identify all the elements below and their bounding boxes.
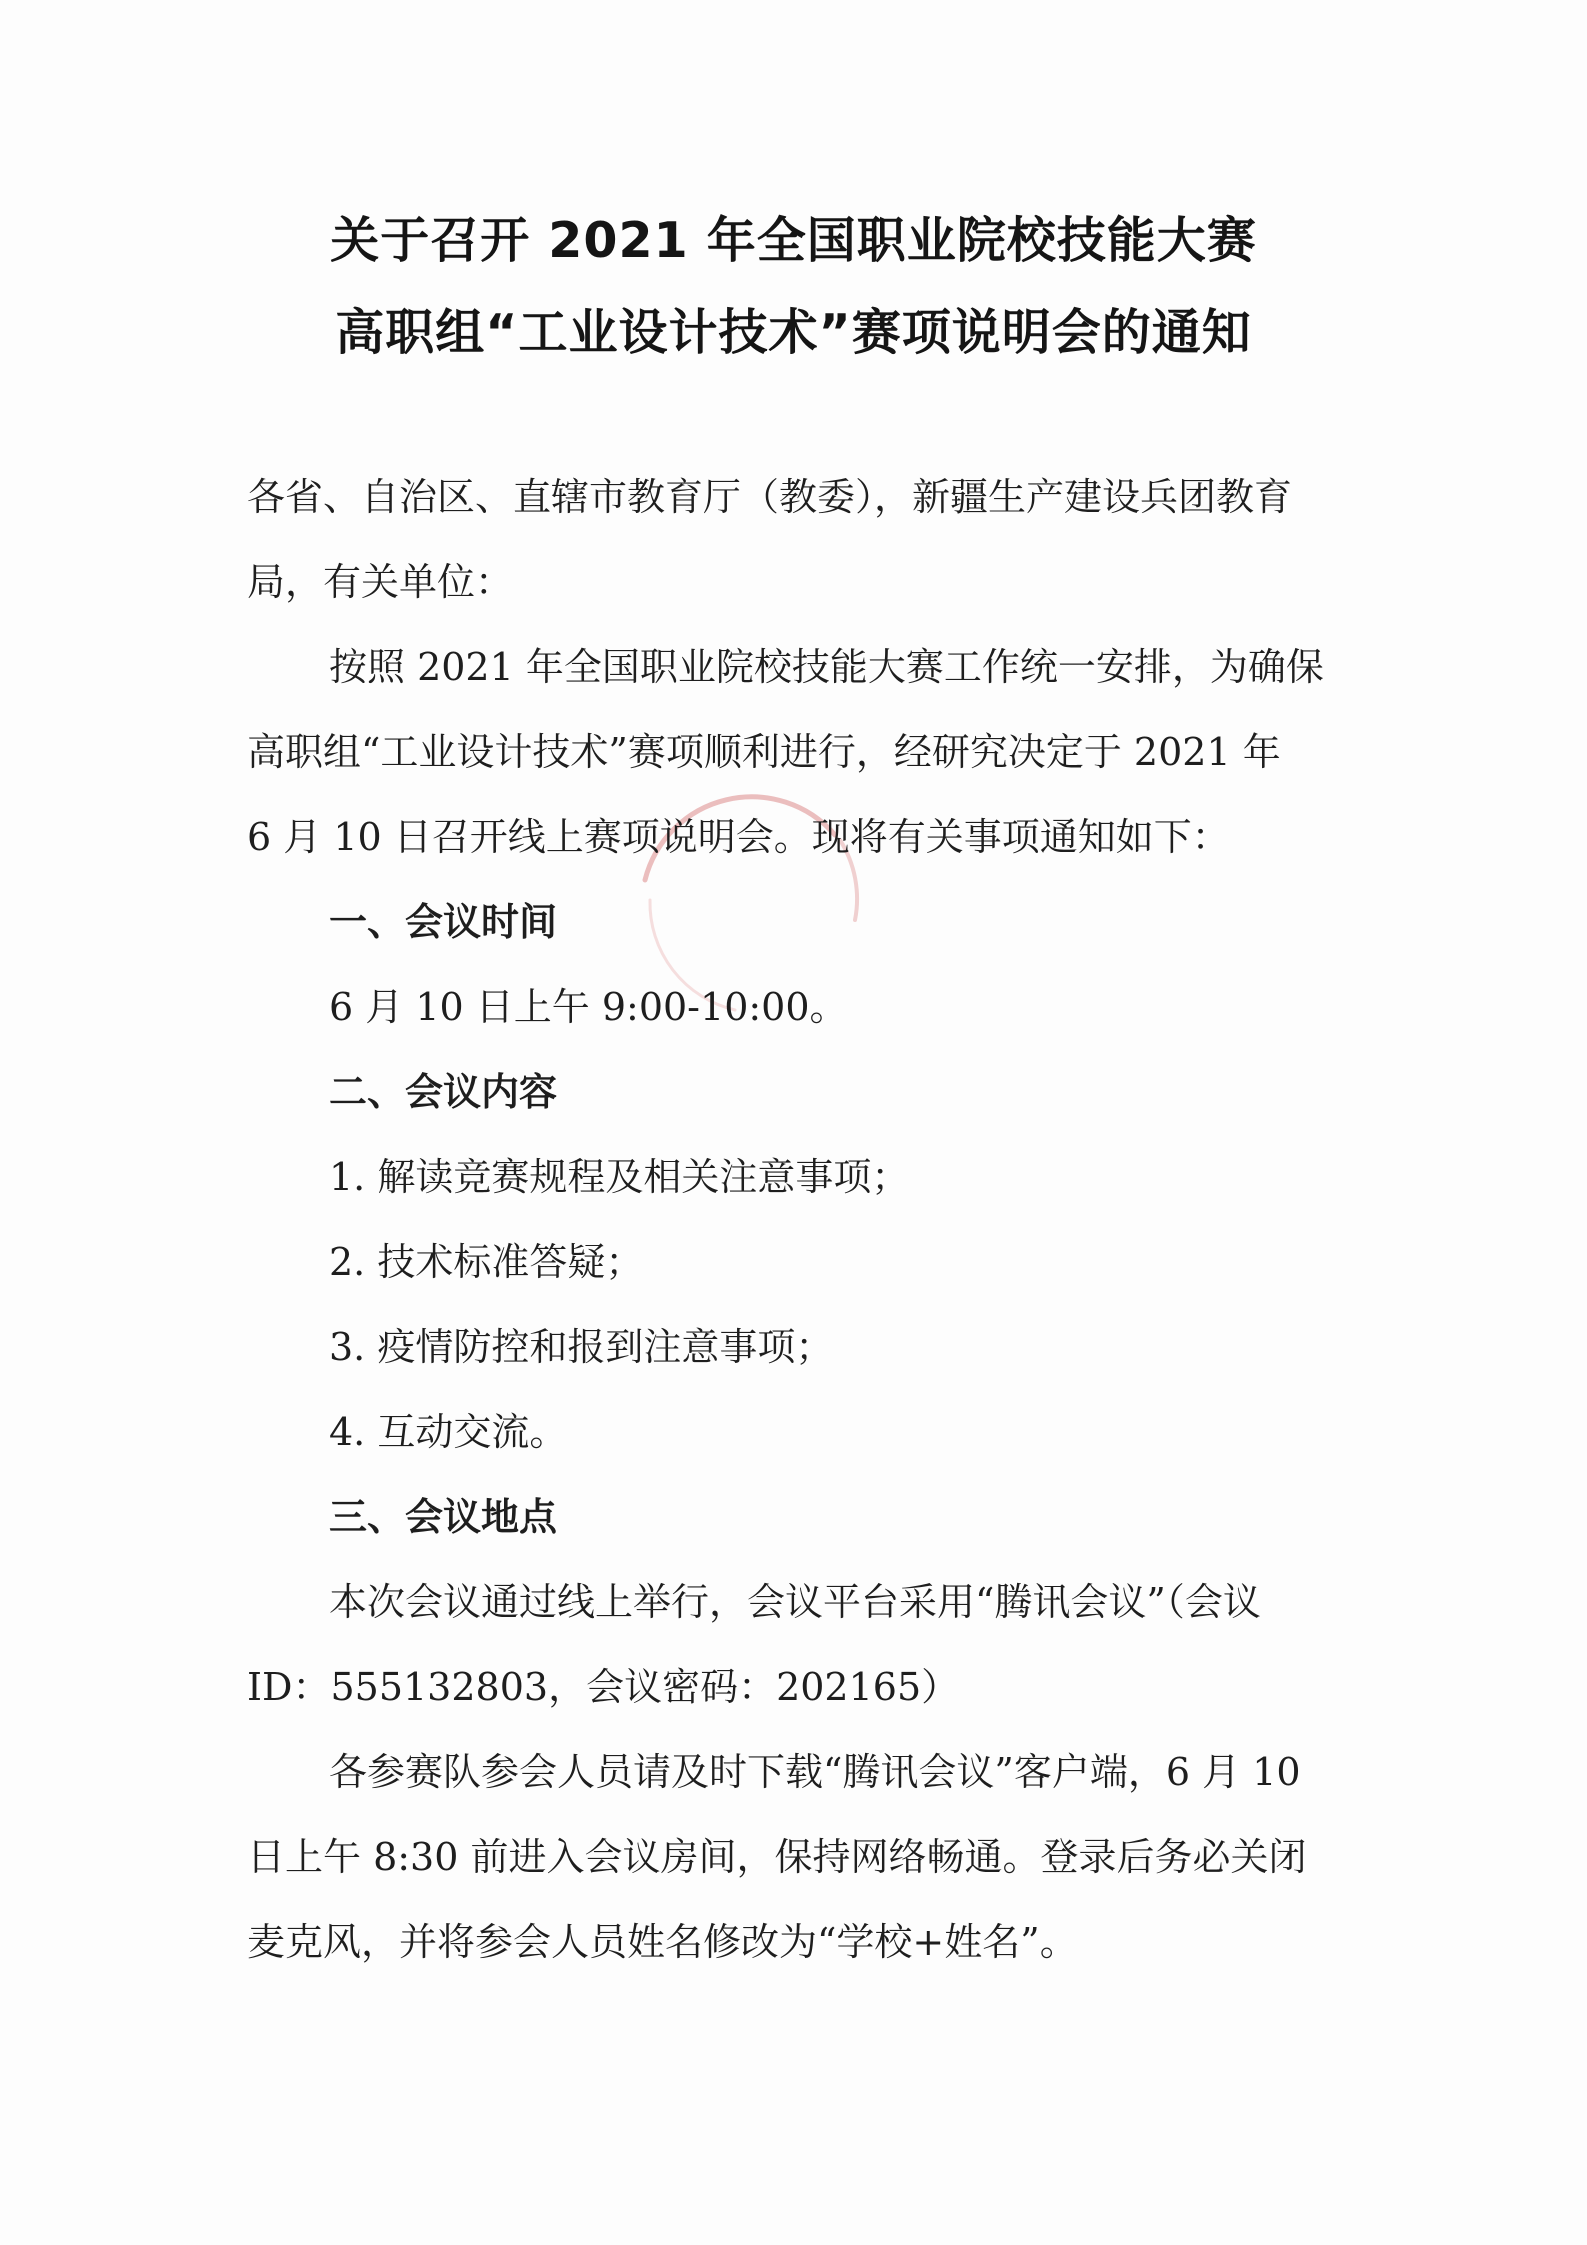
document-title [0,195,1587,379]
location-line-1: 本次会议通过线上举行，会议平台采用“腾讯会议”（会议 [329,1580,1261,1624]
closing-line-2: 日上午 8:30 前进入会议房间，保持网络畅通。登录后务必关闭 [247,1835,1307,1879]
content-item-4: 4. 互动交流。 [329,1410,568,1454]
salutation-line-2: 局，有关单位： [247,560,514,604]
closing-line-3: 麦克风，并将参会人员姓名修改为“学校+姓名”。 [247,1920,1078,1964]
intro-line-2: 高职组“工业设计技术”赛项顺利进行，经研究决定于 2021 年 [247,730,1281,774]
salutation-line-1: 各省、自治区、直辖市教育厅（教委），新疆生产建设兵团教育 [247,475,1293,519]
title-line-2: 高职组“工业设计技术”赛项说明会的通知 [335,304,1252,361]
intro-line-3: 6 月 10 日召开线上赛项说明会。现将有关事项通知如下： [247,815,1230,859]
section-heading-content: 二、会议内容 [329,1070,558,1114]
document-body [247,455,1362,1985]
content-item-3: 3. 疫情防控和报到注意事项； [329,1325,834,1369]
closing-line-1: 各参赛队参会人员请及时下载“腾讯会议”客户端，6 月 10 [329,1750,1301,1794]
location-line-2: ID：555132803，会议密码：202165） [247,1665,960,1709]
meeting-time-text: 6 月 10 日上午 9:00-10:00。 [329,985,848,1029]
content-item-2: 2. 技术标准答疑； [329,1240,644,1284]
intro-line-1: 按照 2021 年全国职业院校技能大赛工作统一安排，为确保 [329,645,1324,689]
section-heading-time: 一、会议时间 [329,900,558,944]
section-heading-location: 三、会议地点 [329,1495,558,1539]
content-item-1: 1. 解读竞赛规程及相关注意事项； [329,1155,910,1199]
title-line-1: 关于召开 2021 年全国职业院校技能大赛 [330,212,1257,269]
